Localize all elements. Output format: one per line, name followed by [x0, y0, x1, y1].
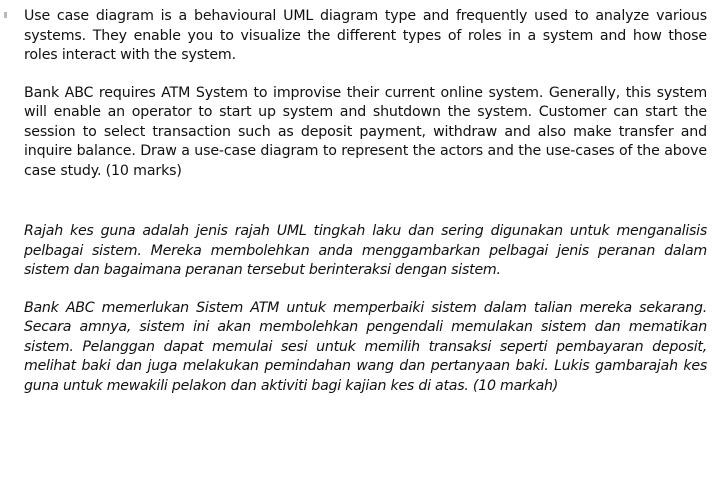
- page-edge-mark: [4, 12, 7, 18]
- english-paragraph-question: Bank ABC requires ATM System to improvise their current online system. Generally, this system will enable an operator to start up system and shutdown the system. Customer can start the session to select transaction such as deposit payment, withdraw and also make transfer and inquire balance. Draw a use-case diagram to represent the actors and the use-cases of the above case study. (10 marks): [24, 84, 707, 179]
- paragraph-spacer: [24, 281, 707, 299]
- english-paragraph-intro: Use case diagram is a behavioural UML diagram type and frequently used to analyze various systems. They enable you to visualize the different types of roles in a system and how those roles interact with the system.: [24, 8, 707, 63]
- malay-paragraph-question: Bank ABC memerlukan Sistem ATM untuk memperbaiki sistem dalam talian mereka sekarang. Secara amnya, sistem ini akan membolehkan pengendali memulakan sistem dan mematikan sistem. Pelanggan dapat memulai sesi untuk memilih transaksi seperti pembayaran deposit, melihat baki dan juga melakukan pemindahan wang dan pertanyaan baki. Lukis gambarajah kes guna untuk mewakili pelakon dan aktiviti bagi kajian kes di atas. (10 markah): [24, 299, 707, 394]
- malay-paragraph-intro: Rajah kes guna adalah jenis rajah UML tingkah laku dan sering digunakan untuk menganalisis pelbagai sistem. Mereka membolehkan anda menggambarkan pelbagai jenis peranan dalam sistem dan bagaimana peranan tersebut berinteraksi dengan sistem.: [24, 223, 707, 278]
- question-document: [24, 7, 707, 396]
- paragraph-spacer: [24, 66, 707, 84]
- language-section-spacer: [24, 181, 707, 222]
